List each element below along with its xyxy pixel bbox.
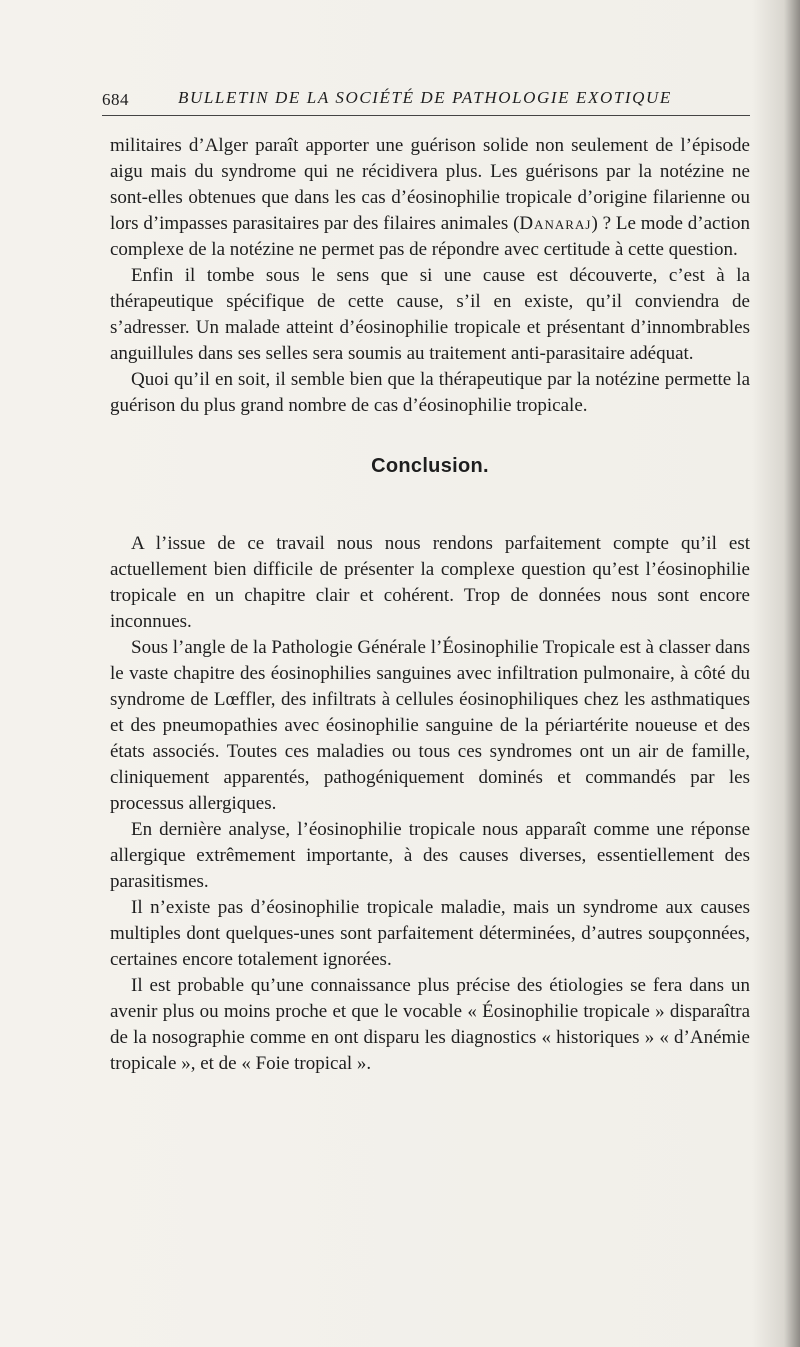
paragraph: Il est probable qu’une connaissance plus précise des étiologies se fera dans un avenir plus ou moins proche et que le vocable « Éosinophilie tropicale » disparaîtra de la nosographie comme en ont disparu les diagnostics « historiques » « d’Anémie tropicale », et de « Foie tropical ». [110,975,750,1074]
page-header [102,86,750,116]
author-name: Danaraj [519,213,592,234]
page-number: 684 [102,90,129,109]
paragraph-text: militaires d’Alger paraît apporter une guérison solide non seulement de l’épisode aigu mais du syndrome qui ne récidivera plus. Les guérisons par la notézine ne sont-elles obtenues que dans les cas d’éosinophilie tropicale d’origine filarienne ou lors d’impasses parasitaires par des filaires animales ( [110,135,750,234]
header-rule [102,115,750,116]
paragraph: Quoi qu’il en soit, il semble bien que la thérapeutique par la notézine permette la guérison du plus grand nombre de cas d’éosinophilie tropicale. [110,369,750,416]
paragraph-text: ) ? Le mode d’action complexe de la notézine ne permet pas de répondre avec certitude à cette question. [110,213,751,260]
paragraph: Il n’existe pas d’éosinophilie tropicale maladie, mais un syndrome aux causes multiples dont quelques-unes sont parfaitement déterminées, d’autres soupçonnées, certaines encore totalement ignorées. [110,897,750,970]
paragraph: Sous l’angle de la Pathologie Générale l’Éosinophilie Tropicale est à classer dans le vaste chapitre des éosinophilies sanguines avec infiltration pulmonaire, à côté du syndrome de Lœffler, des infiltrats à cellules éosinophiliques chez les asthmatiques et des pneumopathies avec éosinophilie sanguine de la périartérite noueuse et des états associés. Toutes ces maladies ou tous ces syndromes ont un air de famille, cliniquement apparentés, pathogéniquement dominés et commandés par les processus allergiques. [110,637,750,814]
paragraph: A l’issue de ce travail nous nous rendons parfaitement compte qu’il est actuellement bien difficile de présenter la complexe question qu’est l’éosinophilie tropicale en un chapitre clair et cohérent. Trop de données nous sont encore inconnues. [110,533,750,632]
paragraph [110,133,750,263]
paragraph: Enfin il tombe sous le sens que si une cause est découverte, c’est à la thérapeutique spécifique de cette cause, s’il en existe, qu’il conviendra de s’adresser. Un malade atteint d’éosinophilie tropicale et présentant d’innombrables anguillules dans ses selles sera soumis au traitement anti-parasitaire adéquat. [110,265,750,364]
running-title: BULLETIN DE LA SOCIÉTÉ DE PATHOLOGIE EXOTIQUE [178,88,672,107]
body-text [110,133,750,1077]
paragraph: En dernière analyse, l’éosinophilie tropicale nous apparaît comme une réponse allergique extrêmement importante, à des causes diverses, essentiellement des parasitismes. [110,819,750,892]
section-heading: Conclusion. [371,455,489,477]
